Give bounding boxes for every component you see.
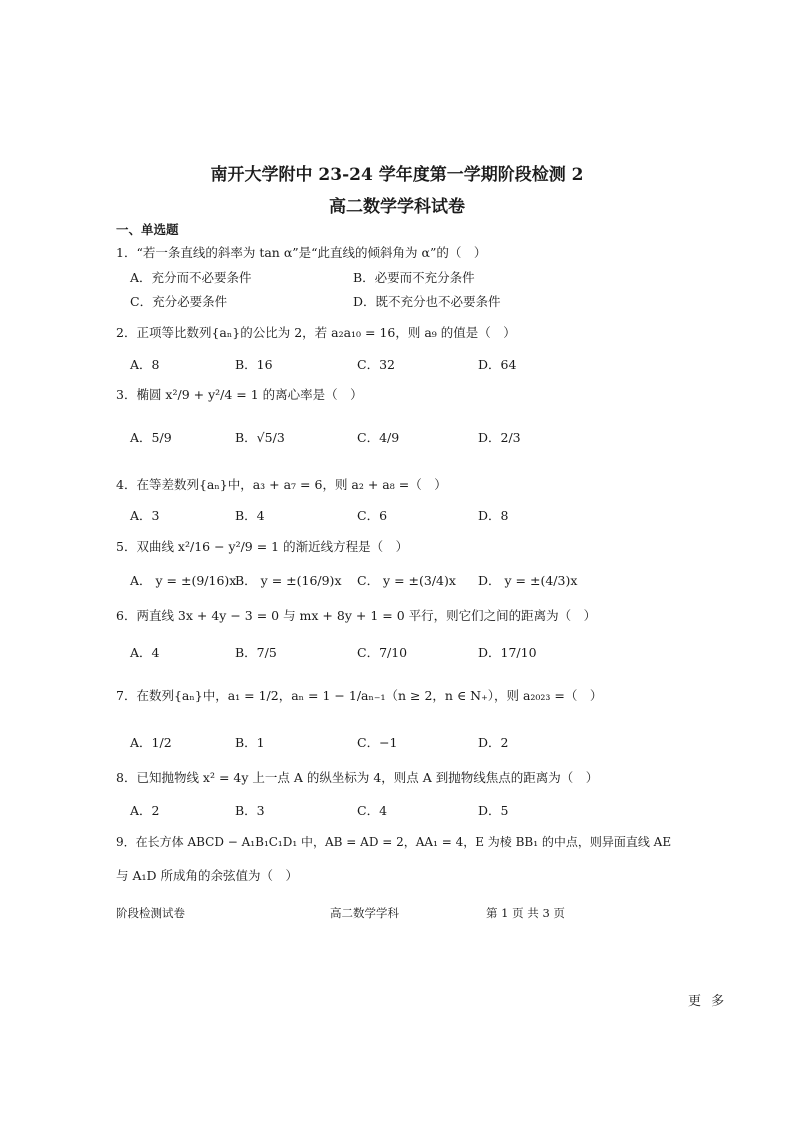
q2-option-d: D．64 [478, 357, 517, 372]
q8-option-b: B．3 [235, 803, 265, 818]
q1-option-b: B．必要而不充分条件 [353, 270, 475, 285]
q3-option-c: C．4/9 [357, 430, 400, 445]
question-7-stem: 7．在数列{aₙ}中，a₁ = 1/2，aₙ = 1 − 1/aₙ₋₁（n ≥ 2，n ∈ N₊），则 a₂₀₂₃ =（ ） [116, 688, 603, 703]
question-6-stem: 6．两直线 3x + 4y − 3 = 0 与 mx + 8y + 1 = 0 平行，则它们之间的距离为（ ） [116, 608, 597, 623]
q3-option-a: A．5/9 [130, 430, 172, 445]
footer-left: 阶段检测试卷 [116, 906, 185, 920]
q1-option-c: C．充分必要条件 [130, 294, 228, 309]
q1-option-a: A．充分而不必要条件 [130, 270, 252, 285]
q4-option-b: B．4 [235, 508, 265, 523]
q2-option-a: A．8 [130, 357, 160, 372]
q5-option-d: D． y = ±(4/3)x [478, 573, 578, 588]
q8-option-d: D．5 [478, 803, 509, 818]
q6-option-c: C．7/10 [357, 645, 408, 660]
q7-option-c: C．−1 [357, 735, 398, 750]
q2-option-b: B．16 [235, 357, 273, 372]
q3-option-b: B．√5/3 [235, 430, 285, 445]
q7-option-d: D．2 [478, 735, 509, 750]
question-5-stem: 5．双曲线 x²/16 − y²/9 = 1 的渐近线方程是（ ） [116, 539, 409, 554]
exam-title: 南开大学附中 23-24 学年度第一学期阶段检测 2 [210, 165, 584, 185]
q4-option-d: D．8 [478, 508, 509, 523]
question-4-stem: 4．在等差数列{aₙ}中，a₃ + a₇ = 6，则 a₂ + a₈ =（ ） [116, 477, 447, 492]
q7-option-a: A．1/2 [130, 735, 172, 750]
question-1-stem: 1．“若一条直线的斜率为 tan α”是“此直线的倾斜角为 α”的（ ） [116, 245, 487, 260]
question-9-stem-continued: 与 A₁D 所成角的余弦值为（ ） [116, 868, 299, 883]
q2-option-c: C．32 [357, 357, 395, 372]
question-9-stem: 9．在长方体 ABCD − A₁B₁C₁D₁ 中，AB = AD = 2，AA₁ = 4，E 为棱 BB₁ 的中点，则异面直线 AE [116, 835, 672, 849]
q8-option-a: A．2 [130, 803, 160, 818]
q6-option-b: B．7/5 [235, 645, 277, 660]
q7-option-b: B．1 [235, 735, 265, 750]
q6-option-a: A．4 [130, 645, 160, 660]
footer-page-number: 第 1 页 共 3 页 [486, 906, 565, 920]
more-link[interactable]: 更 多 [688, 994, 728, 1009]
q8-option-c: C．4 [357, 803, 388, 818]
section-heading: 一、单选题 [116, 222, 179, 237]
q4-option-a: A．3 [130, 508, 160, 523]
footer-center: 高二数学学科 [330, 906, 399, 920]
q5-option-b: B． y = ±(16/9)x [235, 573, 342, 588]
q4-option-c: C．6 [357, 508, 388, 523]
exam-subtitle: 高二数学学科试卷 [329, 197, 465, 217]
question-2-stem: 2．正项等比数列{aₙ}的公比为 2，若 a₂a₁₀ = 16，则 a₉ 的值是（ ） [116, 325, 516, 340]
q3-option-d: D．2/3 [478, 430, 521, 445]
q1-option-d: D．既不充分也不必要条件 [353, 294, 501, 309]
question-3-stem: 3．椭圆 x²/9 + y²/4 = 1 的离心率是（ ） [116, 387, 363, 402]
q5-option-c: C． y = ±(3/4)x [357, 573, 456, 588]
q6-option-d: D．17/10 [478, 645, 537, 660]
question-8-stem: 8．已知抛物线 x² = 4y 上一点 A 的纵坐标为 4，则点 A 到抛物线焦点的距离为（ ） [116, 770, 599, 785]
q5-option-a: A． y = ±(9/16)x [130, 573, 237, 588]
